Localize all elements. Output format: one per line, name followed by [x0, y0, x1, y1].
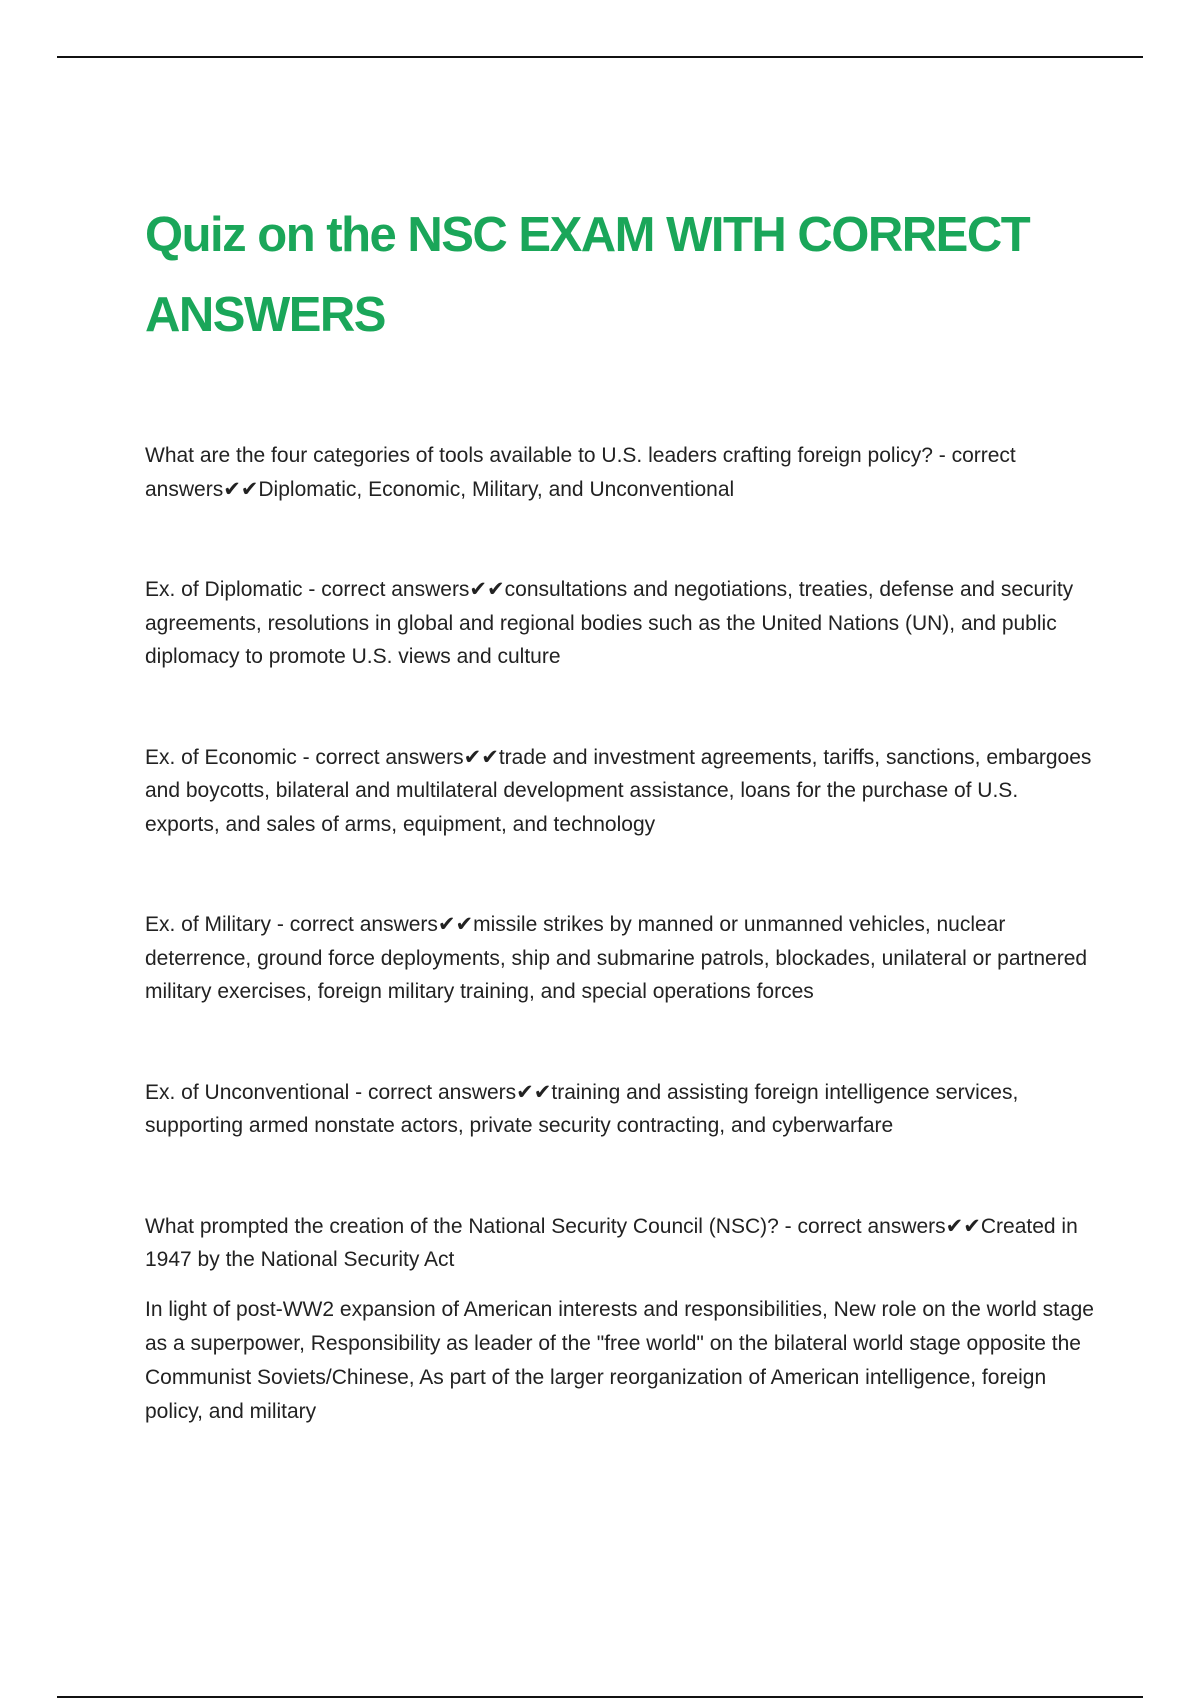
- qa-followup-paragraph: In light of post-WW2 expansion of American interests and responsibilities, New role on the world stage as a superpower, Responsibility as leader of the "free world" on the bilateral world stage opposite the Communist Soviets/Chinese, As part of the larger reorganization of American intelligence, foreign policy, and military: [145, 1297, 1094, 1423]
- qa-question: What prompted the creation of the National Security Council (NSC)?: [145, 1214, 779, 1238]
- qa-separator: - correct answers✔✔: [296, 745, 499, 769]
- qa-question: Ex. of Diplomatic: [145, 578, 303, 601]
- top-rule: [57, 56, 1143, 58]
- qa-item: [145, 741, 1095, 842]
- qa-answer: trade and investment agreements, tariffs, sanctions, embargoes and boycotts, bilateral and multilateral development assistance, loans for the purchase of U.S. exports, and sales of arms, equipment, and technology: [145, 745, 1092, 836]
- qa-separator: - correct answers✔✔: [145, 444, 1016, 501]
- qa-answer: missile strikes by manned or unmanned vehicles, nuclear deterrence, ground force deployments, ship and submarine patrols, blockades, unilateral or partnered military exercises, foreign military training, and special operations forces: [145, 913, 1088, 1003]
- qa-separator: - correct answers✔✔: [271, 913, 474, 936]
- qa-separator: - correct answers✔✔: [349, 1080, 552, 1104]
- document-body: [145, 195, 1095, 1429]
- qa-answer: training and assisting foreign intelligence services, supporting armed nonstate actors, private security contracting, and cyberwarfare: [145, 1080, 1019, 1137]
- qa-question: Ex. of Economic: [145, 745, 297, 769]
- document-title: Quiz on the NSC EXAM WITH CORRECT ANSWERS: [145, 208, 1030, 342]
- qa-separator: - correct answers✔✔: [778, 1214, 981, 1238]
- qa-separator: - correct answers✔✔: [302, 578, 505, 601]
- qa-question: What are the four categories of tools available to U.S. leaders crafting foreign policy?: [145, 444, 933, 467]
- qa-item: [145, 1210, 1095, 1277]
- qa-list: [145, 439, 1095, 1429]
- qa-item: [145, 908, 1095, 1009]
- qa-item: [145, 573, 1095, 674]
- bottom-rule: [57, 1696, 1143, 1698]
- qa-question: Ex. of Unconventional: [145, 1080, 350, 1104]
- qa-answer: Diplomatic, Economic, Military, and Unconventional: [258, 477, 735, 501]
- qa-question: Ex. of Military: [145, 913, 272, 936]
- qa-item: [145, 1076, 1095, 1143]
- qa-answer: consultations and negotiations, treaties, defense and security agreements, resolutions in global and regional bodies such as the United Nations (UN), and public diplomacy to promote U.S. views and culture: [145, 578, 1074, 668]
- qa-answer: Created in 1947 by the National Security Act: [145, 1214, 1078, 1271]
- qa-item: [145, 439, 1095, 506]
